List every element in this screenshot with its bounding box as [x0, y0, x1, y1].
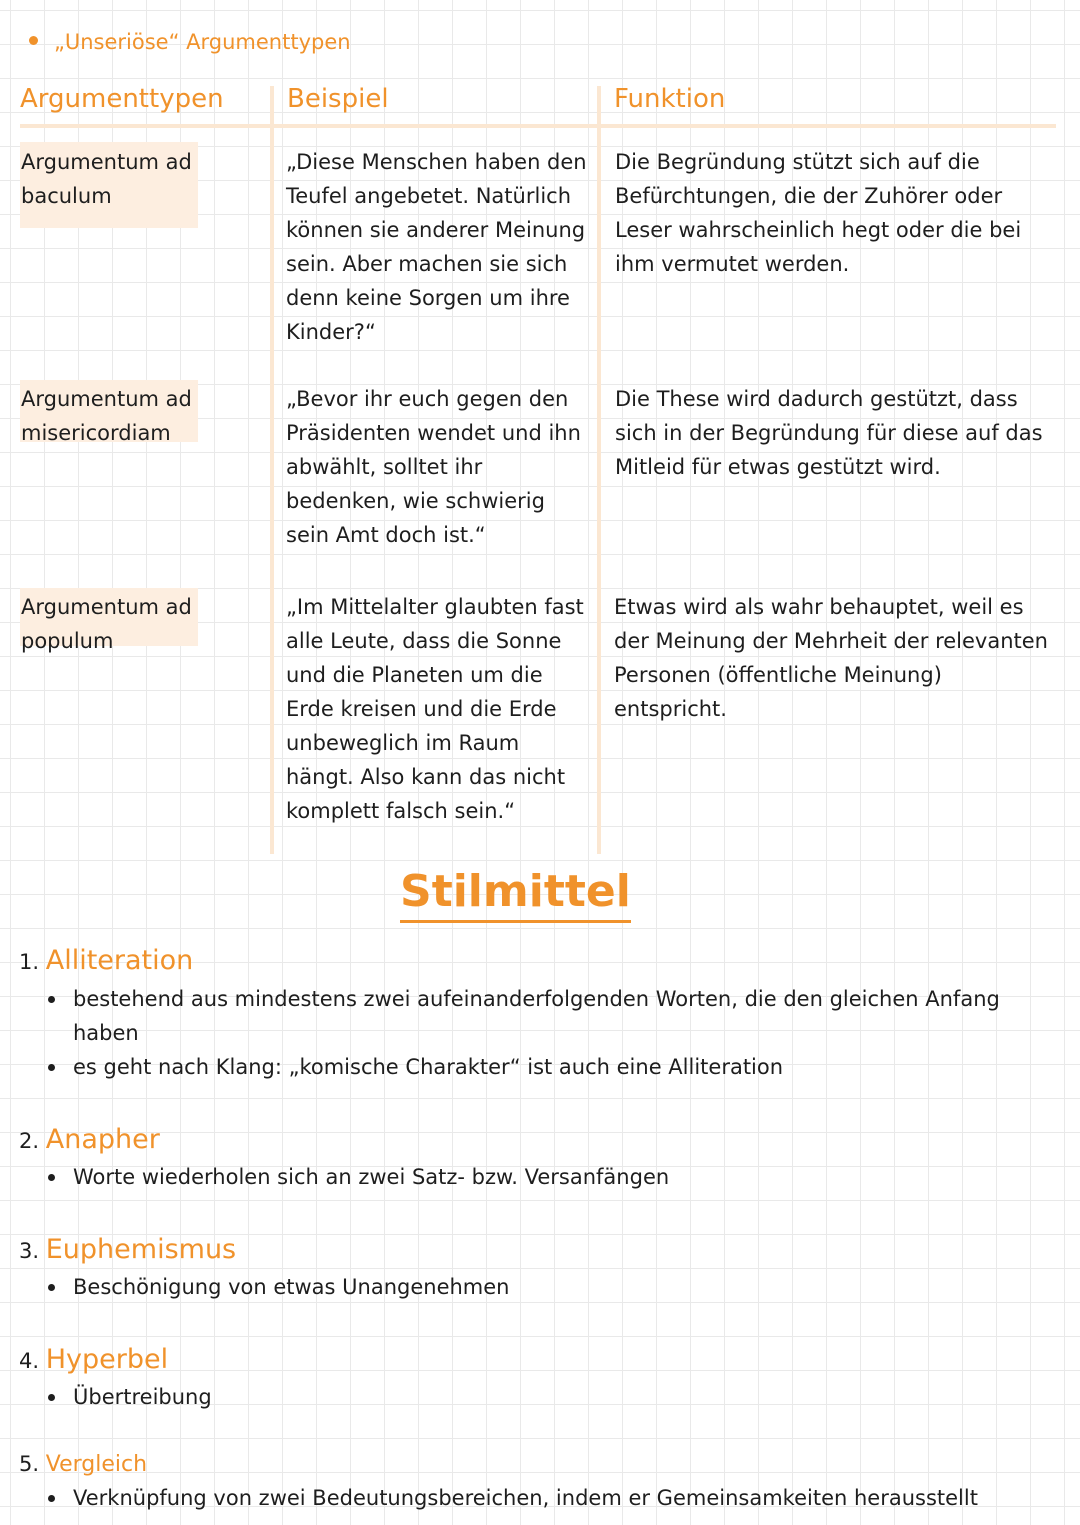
bullet-icon: [48, 1064, 55, 1071]
column-header-funktion: Funktion: [614, 84, 726, 114]
stilmittel-title: Stilmittel: [400, 866, 631, 923]
section-heading: „Unseriöse“ Argumenttypen: [54, 30, 351, 54]
list-item: [48, 1160, 1038, 1194]
bullet-icon: [48, 1495, 55, 1502]
item-name: Vergleich: [45, 1452, 148, 1477]
orange-bullet-icon: [29, 36, 38, 45]
stilmittel-item-title: [19, 1447, 147, 1482]
table-cell-example: „Bevor ihr euch gegen den Präsidenten wendet und ihn abwählt, solltet ihr bedenken, wie schwierig sein Amt doch ist.“: [286, 387, 581, 547]
table-cell-type: Argumentum ad populum: [21, 595, 192, 653]
list-item: [48, 982, 1038, 1050]
list-item-text: es geht nach Klang: „komische Charakter“ ist auch eine Alliteration: [73, 1055, 784, 1079]
list-item: [48, 1481, 1058, 1515]
table-cell-function: Die Begründung stützt sich auf die Befürchtungen, die der Zuhörer oder Leser wahrscheinlich hegt oder die bei ihm vermutet werden.: [615, 150, 1022, 276]
bullet-icon: [48, 1174, 55, 1181]
item-number: 3.: [19, 1239, 40, 1263]
item-number: 2.: [19, 1129, 40, 1153]
bullet-icon: [48, 1394, 55, 1401]
bullet-icon: [48, 996, 55, 1003]
column-header-beispiel: Beispiel: [287, 84, 389, 114]
table-column-divider: [597, 86, 601, 854]
table-header-rule: [20, 124, 1056, 128]
table-cell-function: Etwas wird als wahr behauptet, weil es der Meinung der Mehrheit der relevanten Personen (öffentliche Meinung) entspricht.: [614, 595, 1048, 721]
list-item-text: Verknüpfung von zwei Bedeutungsbereichen, indem er Gemeinsamkeiten herausstellt: [73, 1486, 978, 1510]
list-item-text: bestehend aus mindestens zwei aufeinanderfolgenden Worten, die den gleichen Anfang haben: [73, 987, 1000, 1045]
list-item-text: Worte wiederholen sich an zwei Satz- bzw. Versanfängen: [73, 1165, 670, 1189]
list-item-text: Übertreibung: [73, 1385, 212, 1409]
item-name: Anapher: [45, 1124, 160, 1155]
list-item: [48, 1270, 1038, 1304]
stilmittel-item-title: [19, 1123, 160, 1158]
item-name: Alliteration: [45, 945, 194, 976]
list-item: [48, 1380, 1038, 1414]
stilmittel-item-title: [19, 944, 193, 979]
table-cell-type: Argumentum ad misericordiam: [21, 387, 192, 445]
bullet-icon: [48, 1284, 55, 1291]
stilmittel-item-title: [19, 1233, 236, 1268]
table-cell-example: „Diese Menschen haben den Teufel angebetet. Natürlich können sie anderer Meinung sein. Aber machen sie sich denn keine Sorgen um ihre Kinder?“: [286, 150, 587, 344]
list-item: [48, 1050, 1038, 1084]
item-number: 4.: [19, 1349, 40, 1373]
item-number: 1.: [19, 950, 40, 974]
table-cell-function: Die These wird dadurch gestützt, dass sich in der Begründung für diese auf das Mitleid für etwas gestützt wird.: [615, 387, 1043, 479]
item-number: 5.: [19, 1452, 40, 1476]
item-name: Euphemismus: [45, 1234, 237, 1265]
column-header-argumenttypen: Argumenttypen: [20, 84, 224, 114]
list-item-text: Beschönigung von etwas Unangenehmen: [73, 1275, 510, 1299]
table-cell-type: Argumentum ad baculum: [21, 150, 192, 208]
stilmittel-item-title: [19, 1343, 168, 1378]
table-column-divider: [270, 86, 274, 854]
item-name: Hyperbel: [45, 1344, 169, 1375]
table-cell-example: „Im Mittelalter glaubten fast alle Leute, dass die Sonne und die Planeten um die Erde kreisen und die Erde unbeweglich im Raum hängt. Also kann das nicht komplett falsch sein.“: [286, 595, 584, 823]
